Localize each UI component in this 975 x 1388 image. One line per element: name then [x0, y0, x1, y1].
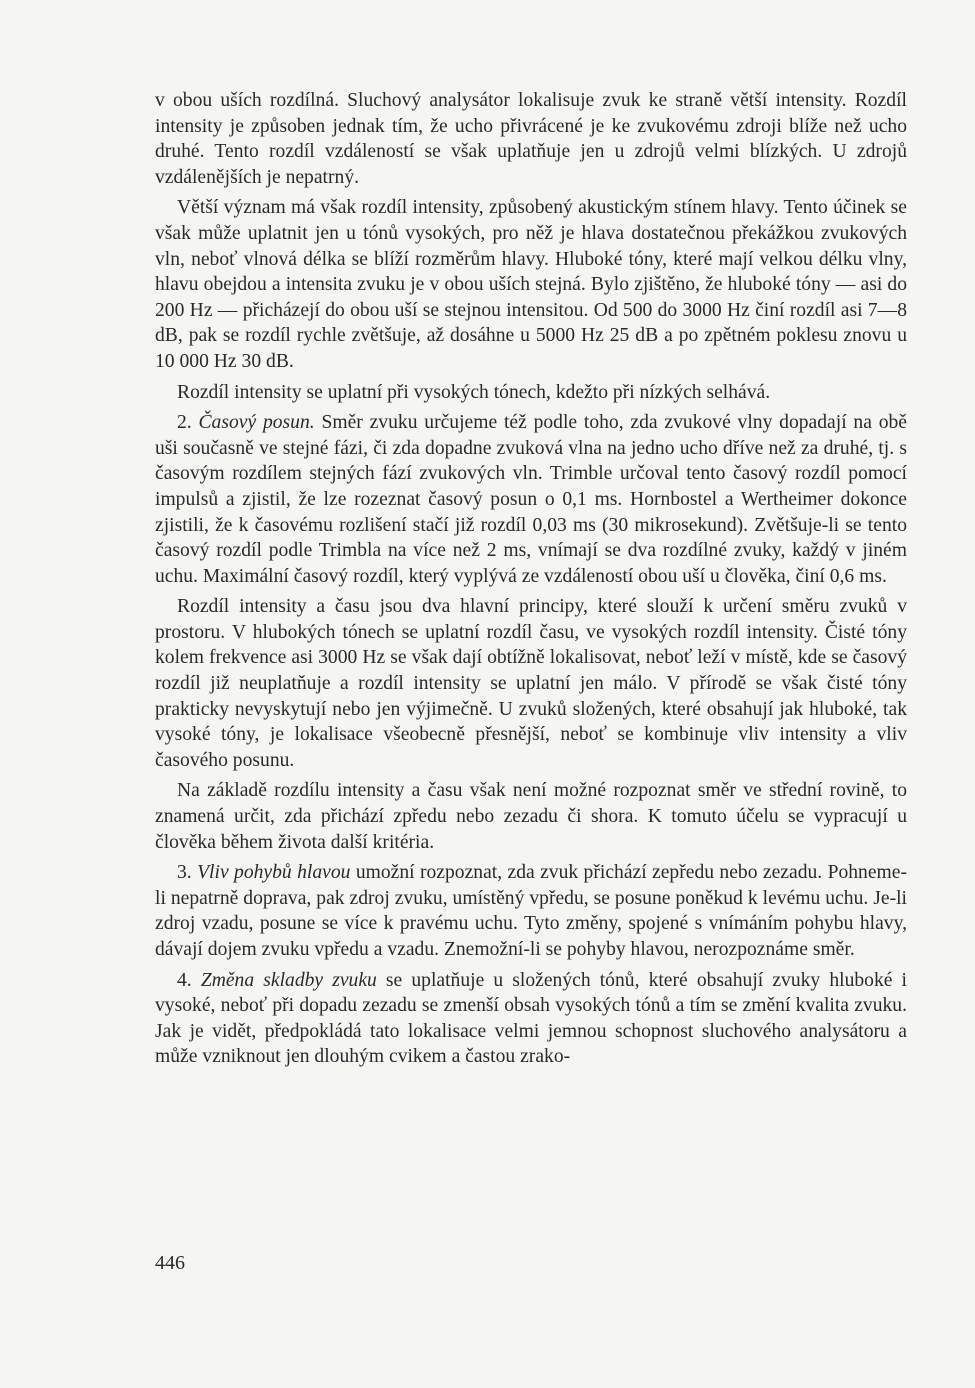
paragraph-text: Větší význam má však rozdíl intensity, způsobený akustickým stínem hlavy. Tento účinek se však může uplatnit jen u tónů vysokých, pro něž je hlava dostatečnou překážkou zvukových vln, neboť vlnová délka se blíží rozměrům hlavy. Hluboké tóny, které mají velkou délku vlny, hlavu obejdou a intensita zvuku je v obou uších stejná. Bylo zjištěno, že hluboké tóny — asi do 200 Hz — přicházejí do obou uší se stejnou intensitou. Od 500 do 3000 Hz činí rozdíl asi 7—8 dB, pak se rozdíl rychle zvětšuje, až dosáhne u 5000 Hz 25 dB a po zpětném poklesu znovu u 10 000 Hz 30 dB. [155, 197, 907, 372]
section-heading-zmena-skladby-zvuku: Změna skladby zvuku [200, 969, 377, 991]
body-text [155, 88, 907, 1070]
paragraph-text: 2. [177, 412, 199, 434]
paragraph-2 [155, 195, 907, 374]
paragraph-3 [155, 380, 907, 406]
section-heading-vliv-pohybu-hlavou: Vliv pohybů hlavou [197, 862, 351, 884]
paragraph-text: 3. [177, 862, 198, 884]
paragraph-7 [155, 860, 907, 962]
paragraph-text: Rozdíl intensity se uplatní při vysokých tónech, kdežto při nízkých selhává. [177, 381, 771, 403]
paragraph-5 [155, 594, 907, 773]
paragraph-text: umožní rozpoznat, zda zvuk přichází zepředu nebo zezadu. Pohneme-li nepatrně doprava, pak zdroj zvuku, umístěný vpředu, se posune poněkud k levému uchu. Je-li zdroj vzadu, posune se více k pravému uchu. Tyto změny, spojené s vnímáním pohybu hlavy, dávají dojem zvuku vpředu a vzadu. Znemožní-li se pohyby hlavou, nerozpoznáme směr. [155, 862, 908, 960]
paragraph-text: se uplatňuje u složených tónů, které obsahují zvuky hluboké i vysoké, neboť při dopadu zezadu se zmenší obsah vysokých tónů a tím se změní kvalita zvuku. Jak je vidět, předpokládá tato lokalisace velmi jemnou schopnost sluchového analysátoru a může vzniknout jen dlouhým cvikem a častou zrako- [155, 969, 907, 1068]
paragraph-text: Rozdíl intensity a času jsou dva hlavní principy, které slouží k určení směru zvuků v prostoru. V hlubokých tónech se uplatní rozdíl času, ve vysokých rozdíl intensity. Čisté tóny kolem frekvence asi 3000 Hz se však dají obtížně lokalisovat, neboť leží v místě, kde se časový rozdíl již neuplatňuje a rozdíl intensity se uplatní jen málo. V přírodě se však čisté tóny prakticky nevyskytují nebo jen výjimečně. U zvuků složených, které obsahují jak hluboké, tak vysoké tóny, je lokalisace všeobecně přesnější, neboť se kombinuje vliv intensity a vliv časového posunu. [155, 596, 907, 771]
paragraph-1 [155, 88, 907, 190]
paragraph-text: Směr zvuku určujeme též podle toho, zda zvukové vlny dopadají na obě uši současně ve stejné fázi, či zda dopadne zvuková vlna na jedno ucho dříve než za druhé, tj. s časovým rozdílem stejných fází zvukových vln. Trimble určoval tento časový rozdíl pomocí impulsů a zjistil, že lze rozeznat časový posun o 0,1 ms. Hornbostel a Wertheimer dokonce zjistili, že k časovému rozlišení stačí již rozdíl 0,03 ms (30 mikrosekund). Zvětšuje-li se tento časový rozdíl podle Trimbla na více než 2 ms, vnímají se dva rozdílné zvuky, každý v jiném uchu. Maximální časový rozdíl, který vyplývá ze vzdáleností obou uší u člověka, činí 0,6 ms. [155, 412, 907, 587]
paragraph-text: 4. [177, 969, 201, 991]
page-number: 446 [155, 1252, 185, 1274]
paragraph-6 [155, 778, 907, 855]
paragraph-8 [155, 968, 907, 1070]
paragraph-text: v obou uších rozdílná. Sluchový analysátor lokalisuje zvuk ke straně větší intensity. Rozdíl intensity je způsoben jednak tím, že ucho přivrácené je ke zvukovému zdroji blíže než ucho druhé. Tento rozdíl vzdáleností se však uplatňuje jen u zdrojů velmi blízkých. U zdrojů vzdálenějších je nepatrný. [155, 90, 907, 188]
paragraph-text: Na základě rozdílu intensity a času však není možné rozpoznat směr ve střední rovině, to znamená určit, zda přichází zpředu nebo zezadu či shora. K tomuto účelu se vypracují u člověka během života další kritéria. [155, 780, 907, 853]
section-heading-casovy-posun: Časový posun. [198, 412, 315, 434]
paragraph-4 [155, 410, 907, 589]
